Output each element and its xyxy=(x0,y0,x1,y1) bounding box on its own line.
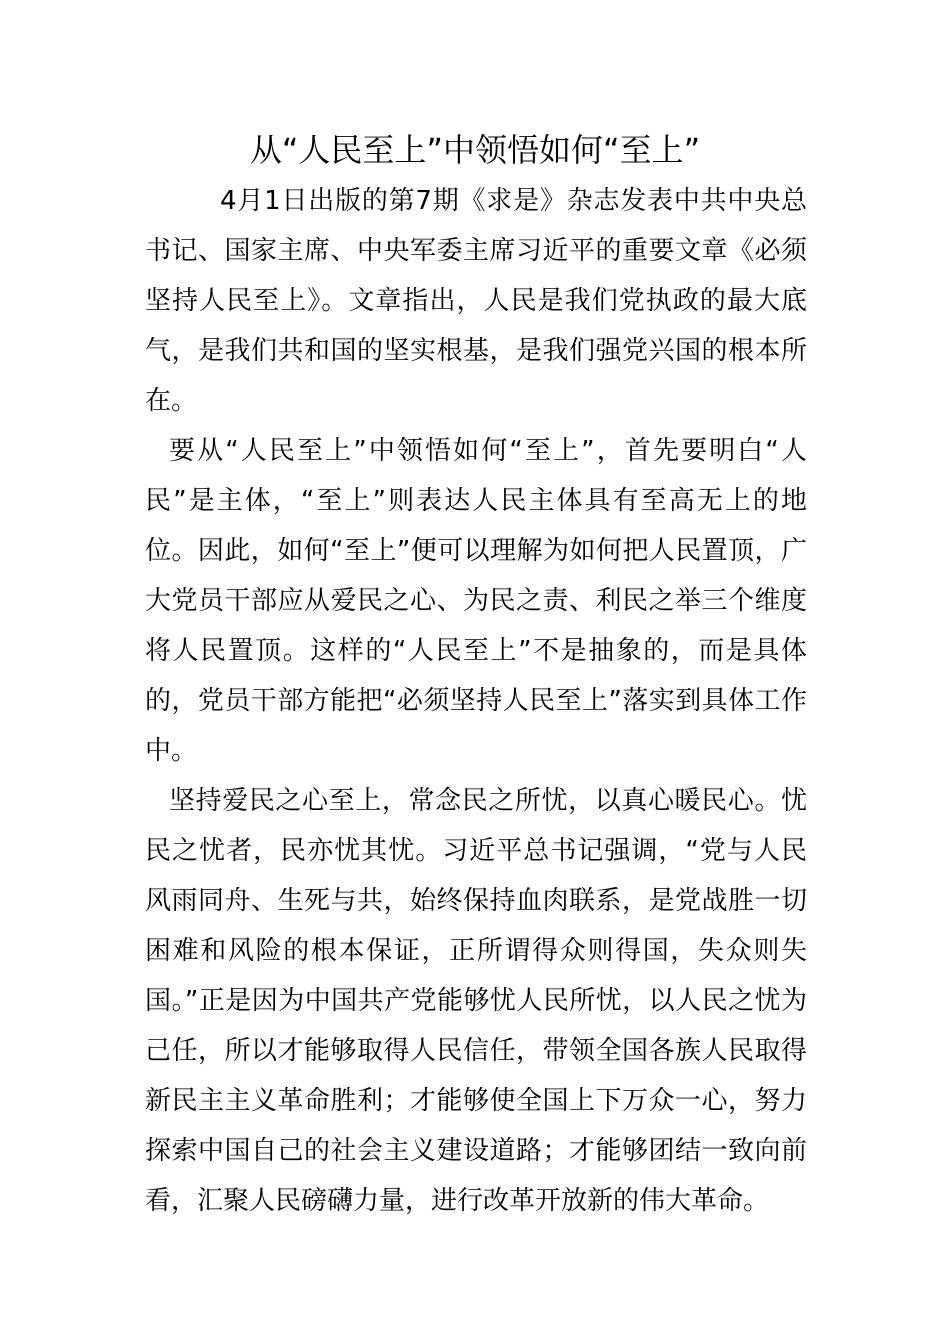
paragraph-3: 坚持爱民之心至上，常念民之所忧，以真心暖民心。忧民之忧者，民亦忧其忧。习近平总书记强调，“党与人民风雨同舟、生死与共，始终保持血肉联系，是党战胜一切困难和风险的根本保证，正所谓得众则得国，失众则失国。”正是因为中国共产党能够忧人民所忧，以人民之忧为己任，所以才能够取得人民信任，带领全国各族人民取得新民主主义革命胜利；才能够使全国上下万众一心，努力探索中国自己的社会主义建设道路；才能够团结一致向前看，汇聚人民磅礴力量，进行改革开放新的伟大革命。 xyxy=(145,786,807,1216)
document-title: 从“人民至上”中领悟如何“至上” xyxy=(249,131,701,169)
paragraph-1: 4月1日出版的第7期《求是》杂志发表中共中央总书记、国家主席、中央军委主席习近平的重要文章《必须坚持人民至上》。文章指出，人民是我们党执政的最大底气，是我们共和国的坚实根基，是我们强党兴国的根本所在。 xyxy=(145,186,807,416)
document-body xyxy=(145,176,807,1226)
paragraph-2: 要从“人民至上”中领悟如何“至上”，首先要明白“人民”是主体，“至上”则表达人民主体具有至高无上的地位。因此，如何“至上”便可以理解为如何把人民置顶，广大党员干部应从爱民之心、为民之责、利民之举三个维度将人民置顶。这样的“人民至上”不是抽象的，而是具体的，党员干部方能把“必须坚持人民至上”落实到具体工作中。 xyxy=(145,436,807,766)
